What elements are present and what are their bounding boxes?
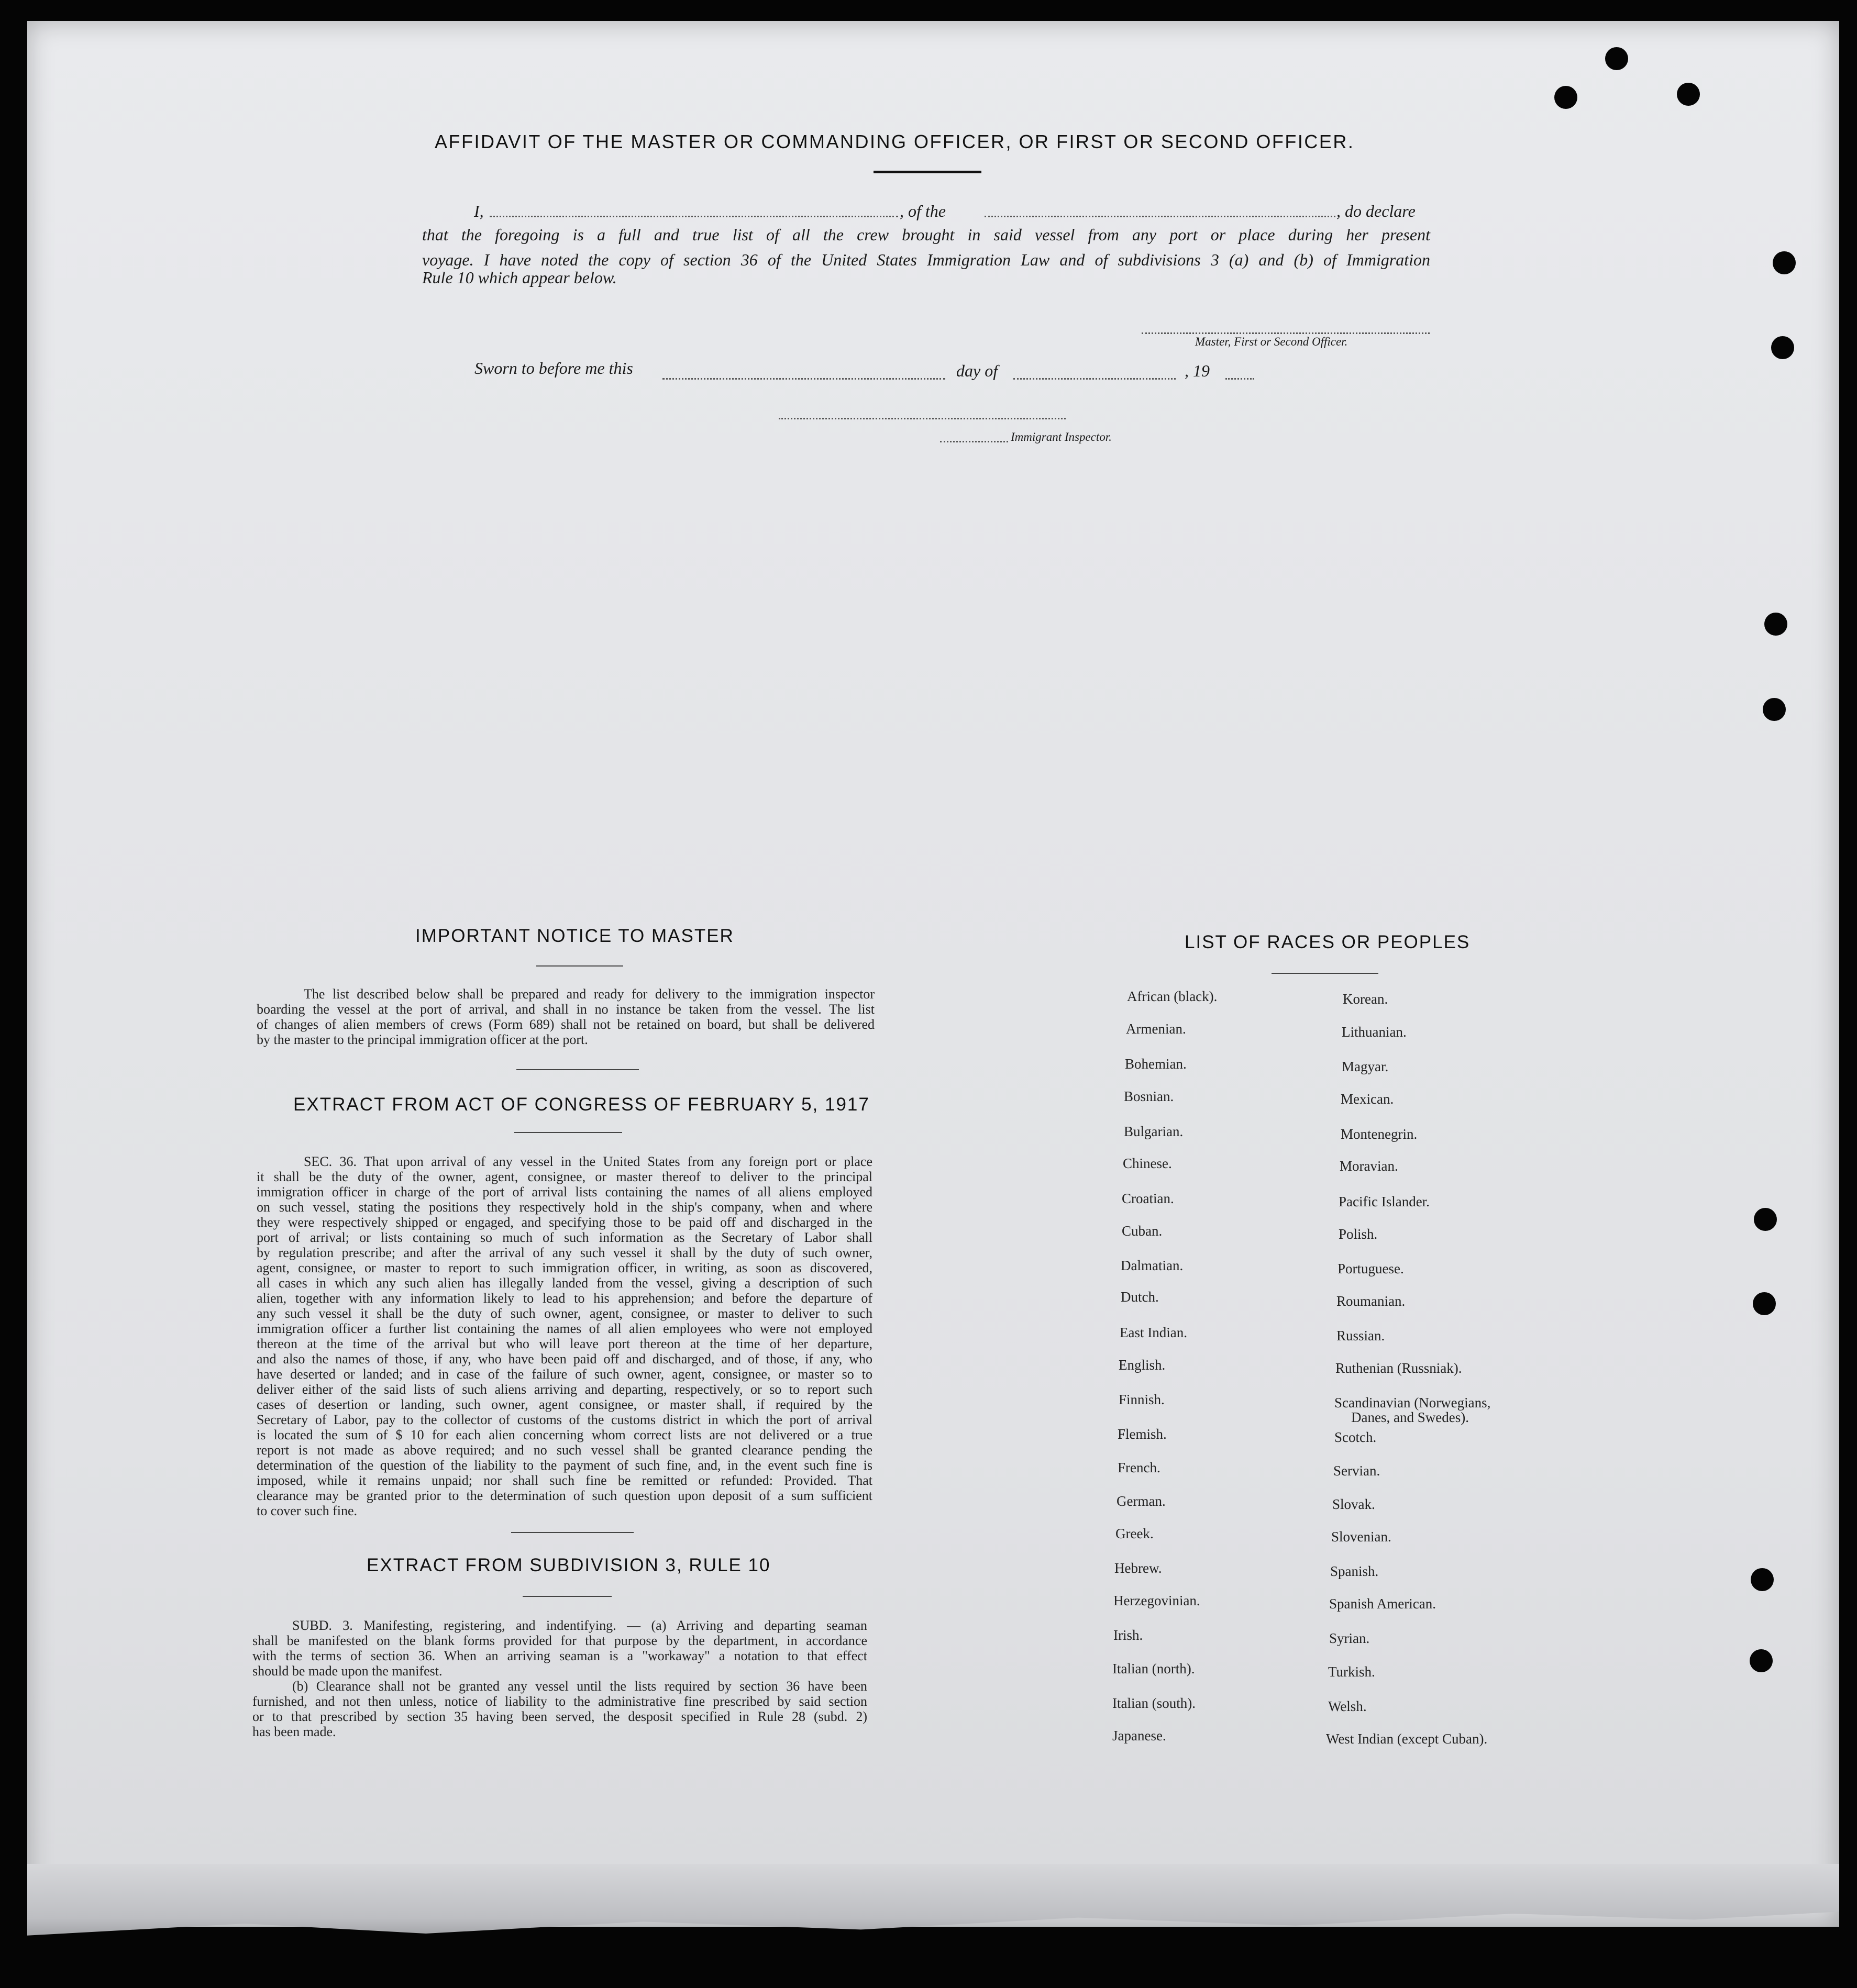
rule-title: EXTRACT FROM SUBDIVISION 3, RULE 10 xyxy=(367,1555,771,1575)
act-line: have deserted or landed; and in case of the failure of such owner, agent, consignee, or master so to xyxy=(257,1367,872,1382)
race-item: Danes, and Swedes). xyxy=(1351,1409,1469,1425)
race-item: East Indian. xyxy=(1120,1325,1187,1340)
act-title: EXTRACT FROM ACT OF CONGRESS OF FEBRUARY 5, 1917 xyxy=(293,1094,870,1115)
act-line: on such vessel, stating the positions they respectively hold in the ship's company, when and where xyxy=(257,1200,872,1215)
race-item: Spanish American. xyxy=(1329,1596,1436,1612)
races-title-rule xyxy=(1272,973,1378,974)
act-line: Secretary of Labor, pay to the collector of customs of the customs district in which the port of arrival xyxy=(257,1412,872,1427)
section-divider xyxy=(516,1069,639,1070)
year-label: , 19 xyxy=(1185,361,1210,380)
race-item: Croatian. xyxy=(1122,1191,1174,1206)
act-line: clearance may be granted prior to the determination of such question upon deposit of a sum sufficient xyxy=(257,1488,872,1503)
act-line: immigration officer in charge of the port of arrival lists containing the names of all aliens employed xyxy=(257,1184,872,1200)
act-line: deliver either of the said lists of such aliens arriving and departing, respectively, or so to report such xyxy=(257,1382,872,1397)
rule-line: should be made upon the manifest. xyxy=(252,1663,443,1679)
sworn-year-field[interactable] xyxy=(1225,378,1254,380)
rule-line: shall be manifested on the blank forms provided for that purpose by the department, in accordance xyxy=(252,1633,867,1648)
punch-hole xyxy=(1753,1292,1776,1315)
punch-hole xyxy=(1763,698,1786,721)
day-of-label: day of xyxy=(956,361,998,380)
race-item: Servian. xyxy=(1333,1463,1380,1479)
rule-line: furnished, and not then unless, notice of liability to the administrative fine prescribed by said section xyxy=(252,1694,867,1709)
race-item: African (black). xyxy=(1127,989,1218,1004)
notice-line: boarding the vessel at the port of arrival, and shall in no instance be taken from the vessel. The list xyxy=(257,1002,875,1017)
notice-line: by the master to the principal immigration officer at the port. xyxy=(257,1032,588,1047)
notice-title-rule xyxy=(536,965,623,967)
act-line: report is not made as above required; and no such vessel shall be granted clearance pending the xyxy=(257,1442,872,1458)
notice-title: IMPORTANT NOTICE TO MASTER xyxy=(415,926,734,946)
notice-body xyxy=(257,986,875,1047)
act-line: thereon at the time of the arrival but who will leave port thereon at the time of her departure, xyxy=(257,1336,872,1351)
race-item: English. xyxy=(1119,1357,1166,1373)
act-body xyxy=(257,1154,872,1518)
act-line: port of arrival; or lists containing so much of such information as the Secretary of Labor shall xyxy=(257,1230,872,1245)
race-item: Bohemian. xyxy=(1125,1056,1187,1072)
punch-hole xyxy=(1771,336,1794,359)
race-item: Magyar. xyxy=(1342,1059,1389,1074)
race-item: Herzegovinian. xyxy=(1113,1593,1200,1608)
sworn-label: Sworn to before me this xyxy=(474,359,633,377)
race-item: Roumanian. xyxy=(1336,1293,1406,1309)
race-item: Cuban. xyxy=(1122,1223,1163,1239)
affidavit-line-3: Rule 10 which appear below. xyxy=(422,268,617,287)
section-divider xyxy=(511,1532,634,1533)
race-item: Finnish. xyxy=(1119,1392,1165,1407)
act-line: it shall be the duty of the owner, agent, consignee, or master thereof to deliver to the principal xyxy=(257,1169,872,1184)
act-line: to cover such fine. xyxy=(257,1503,358,1518)
rule-line: or to that prescribed by section 35 having been served, the desposit specified in Rule 28 (subd. 2) xyxy=(252,1709,867,1724)
race-item: Korean. xyxy=(1343,991,1388,1007)
race-item: Scandinavian (Norwegians, xyxy=(1334,1395,1491,1411)
races-title: LIST OF RACES OR PEOPLES xyxy=(1185,932,1471,952)
officer-signature-line[interactable] xyxy=(1142,332,1430,334)
race-item: German. xyxy=(1117,1493,1166,1509)
punch-hole xyxy=(1554,86,1577,109)
race-item: Pacific Islander. xyxy=(1339,1194,1430,1209)
act-line: immigration officer a further list containing the names of all alien employees who were not employed xyxy=(257,1321,872,1336)
race-item: Flemish. xyxy=(1118,1426,1167,1442)
race-item: Welsh. xyxy=(1328,1698,1367,1714)
act-line: determination of the question of the liability to the payment of such fine, and, in the event such fine is xyxy=(257,1458,872,1473)
act-line: alien, together with any information likely to lead to his apprehension; and before the departure of xyxy=(257,1291,872,1306)
race-item: Syrian. xyxy=(1329,1630,1370,1646)
affidavit-line-1: that the foregoing is a full and true list of all the crew brought in said vessel from any port or place during her present xyxy=(422,225,1430,244)
race-item: Armenian. xyxy=(1126,1021,1186,1037)
affidavit-of-the-label: , of the xyxy=(900,202,946,220)
act-line: any such vessel it shall be the duty of such owner, agent, consignee, or master to deliver to such xyxy=(257,1306,872,1321)
master-name-field[interactable] xyxy=(490,216,898,217)
act-line: SEC. 36. That upon arrival of any vessel in the United States from any foreign port or place xyxy=(304,1154,872,1169)
race-item: French. xyxy=(1118,1460,1160,1475)
race-item: Spanish. xyxy=(1330,1563,1379,1579)
race-item: Greek. xyxy=(1115,1526,1154,1541)
punch-hole xyxy=(1773,251,1796,274)
act-line: imposed, while it remains unpaid; nor shall such fine be remitted or refunded: Provided. That xyxy=(257,1473,872,1488)
notice-line: of changes of alien members of crews (Form 689) shall not be retained on board, but shall be delivered xyxy=(257,1017,875,1032)
rule-line: SUBD. 3. Manifesting, registering, and indentifying. — (a) Arriving and departing seaman xyxy=(292,1618,867,1633)
punch-hole xyxy=(1764,613,1787,636)
race-item: Lithuanian. xyxy=(1342,1024,1407,1040)
affidavit-line-2: voyage. I have noted the copy of section 36 of the United States Immigration Law and of subdivisions 3 (a) and (b) of Immigration xyxy=(422,250,1430,269)
punch-hole xyxy=(1605,47,1628,70)
title-rule xyxy=(874,171,981,173)
affidavit-i-label: I, xyxy=(474,202,484,220)
race-item: West Indian (except Cuban). xyxy=(1326,1731,1488,1747)
torn-page-edge xyxy=(27,1864,1839,1963)
race-item: Japanese. xyxy=(1112,1728,1166,1743)
act-line: and also the names of those, if any, who have been paid off and discharged, and of those, if any, who xyxy=(257,1351,872,1367)
punch-hole xyxy=(1754,1208,1777,1231)
act-line: they were respectively shipped or engaged, and specifying those to be paid off and discharged in the xyxy=(257,1215,872,1230)
race-item: Italian (south). xyxy=(1112,1695,1196,1711)
vessel-name-field[interactable] xyxy=(985,216,1335,217)
act-line: all cases in which any such alien has illegally landed from the vessel, giving a description of such xyxy=(257,1275,872,1291)
race-item: Bosnian. xyxy=(1124,1089,1174,1104)
race-item: Montenegrin. xyxy=(1341,1126,1418,1142)
race-item: Mexican. xyxy=(1341,1091,1394,1107)
act-line: by regulation prescribe; and after the arrival of any such vessel it shall by the duty of such owner, xyxy=(257,1245,872,1260)
race-item: Portuguese. xyxy=(1338,1261,1404,1276)
act-line: agent, consignee, or master to report to such immigration officer, in writing, as soon as discovered, xyxy=(257,1260,872,1275)
sworn-month-field[interactable] xyxy=(1013,378,1176,380)
race-item: Italian (north). xyxy=(1112,1661,1195,1676)
act-line: cases of desertion or landing, such owner, agent consignee, or master shall, if required by the xyxy=(257,1397,872,1412)
inspector-signature-line[interactable] xyxy=(779,418,1066,419)
punch-hole xyxy=(1677,83,1700,106)
affidavit-do-declare-label: , do declare xyxy=(1336,202,1416,220)
race-item: Dalmatian. xyxy=(1121,1258,1184,1273)
punch-hole xyxy=(1750,1649,1773,1672)
rule-line: (b) Clearance shall not be granted any vessel until the lists required by section 36 have been xyxy=(292,1679,867,1694)
race-item: Chinese. xyxy=(1123,1156,1172,1171)
race-item: Scotch. xyxy=(1334,1429,1377,1445)
race-item: Polish. xyxy=(1339,1226,1378,1242)
race-item: Ruthenian (Russniak). xyxy=(1335,1360,1462,1376)
inspector-caption: Immigrant Inspector. xyxy=(1011,430,1112,443)
punch-hole xyxy=(1751,1568,1774,1591)
race-item: Slovenian. xyxy=(1331,1529,1391,1545)
rule-line: with the terms of section 36. When an arriving seaman is a "workaway" a notation to that effect xyxy=(252,1648,867,1663)
race-item: Bulgarian. xyxy=(1124,1124,1184,1139)
act-title-rule xyxy=(514,1132,622,1133)
race-item: Irish. xyxy=(1113,1627,1143,1643)
rule-body xyxy=(252,1618,867,1739)
race-item: Hebrew. xyxy=(1114,1560,1162,1576)
sworn-day-field[interactable] xyxy=(662,378,945,380)
race-item: Turkish. xyxy=(1328,1664,1375,1680)
signature-caption: Master, First or Second Officer. xyxy=(1195,335,1348,348)
notice-line: The list described below shall be prepared and ready for delivery to the immigration inspector xyxy=(304,986,875,1002)
rule-title-rule xyxy=(523,1596,612,1597)
race-item: Russian. xyxy=(1336,1328,1385,1343)
race-item: Moravian. xyxy=(1340,1158,1398,1174)
act-line: is located the sum of $ 10 for each alien concerning whom correct lists are not delivered or a true xyxy=(257,1427,872,1442)
affidavit-title: AFFIDAVIT OF THE MASTER OR COMMANDING OFFICER, OR FIRST OR SECOND OFFICER. xyxy=(435,131,1355,152)
race-item: Dutch. xyxy=(1121,1289,1159,1305)
race-item: Slovak. xyxy=(1332,1496,1375,1512)
rule-line: has been made. xyxy=(252,1724,336,1739)
inspector-caption-leader xyxy=(940,441,1008,442)
